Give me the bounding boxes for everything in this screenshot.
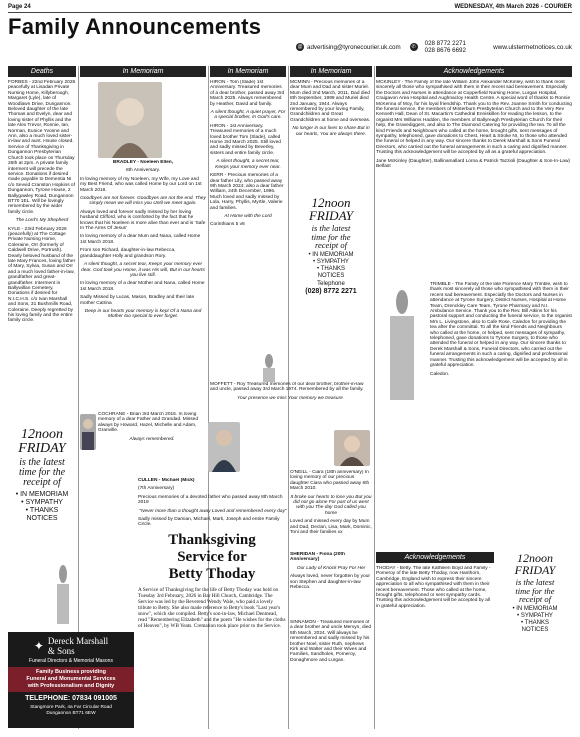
ad-address-1: Stangmore Park, 4a Far Circular Road (30, 705, 112, 710)
column-divider (78, 66, 79, 729)
section-header-in-memoriam-1: In Memoriam (80, 66, 206, 77)
notice-mcminn-verse: No longer in our lives to share But in our hearts, You are always there. (292, 126, 370, 137)
acknowledgements-column (376, 80, 572, 280)
contact-info (296, 40, 466, 54)
notice-hiron-2: HIRON - 1st Anniversary. Treasured memories of a much loved brother Tom (Slade), called Home 3rd March 2025. Still loved and sadly missed by Beverley, sisters and entire family circle. (210, 123, 281, 156)
notice-forbes-verse: The Lord's My Shepherd (15, 218, 69, 224)
notice-thoday-block (376, 566, 494, 730)
issue-date: WEDNESDAY, 4th March 2026 - COURIER (454, 4, 572, 10)
notice-cullen-block (138, 478, 288, 530)
phone-1: 028 8772 2271 (424, 40, 466, 47)
bradley-from: From son Richard, daughter-in-law Rebecca, granddaughter Holly and grandson Rory. (80, 248, 176, 259)
bradley-verse: Goodbyes are not forever. Goodbyes are not the end. They simply mean we will miss you Until we meet again. (80, 196, 206, 207)
ad-band-2: Funeral and Monumental Services (26, 676, 116, 682)
cullen-text: Precious memories of a devoted father who passed away 8th March 2019 (138, 494, 283, 506)
notice-sinnamon: SINNAMON - Treasured memories of a dear brother and uncle Mervyn, died 5th March, 2024. Will always be remembered and sadly missed by his brother Noel, sister Ruth, nephews Kirk and Walter and their Wives and Families, Sandholes, Pomeroy, Donaghmore and Lurgan. (290, 620, 372, 663)
ad-subtitle: Funeral Directors & Memorial Masons (29, 658, 113, 664)
ad-line: receipt of (518, 594, 552, 604)
notice-mcminn: MCMINN - Precious memories of a dear Mum and Dad and sister Muriel. Mum died 2nd March, 2011, Dad died 8th September, 1999 and Muriel died 2nd January, 1944. Always remembered by your loving Family, Grandchildren and Great Grandchildren at home and overseas. (290, 80, 371, 123)
website-link[interactable]: www.ulstermetnotices.co.uk (493, 44, 572, 51)
ad-item: • IN MEMORIAM (308, 251, 354, 258)
dove-icon: ✦ (33, 639, 44, 653)
section-header-acknowledgements: Acknowledgements (376, 66, 572, 77)
thanksgiving-body: A Service of Thanksgiving for the life of Betty Thoday was held on Tuesday 3rd February, 2026 in Bar Hill Church, Cambridge. The Service was led by the Reverend Wendy Wale, who paid a lovely tribute to Betty. She also made reference to Betty's book "Last year's snow", which she compiled. Betty's son-in-law, Michael Denmead, read "Remembering Elizabeth" and the poem "He wishes for the cloths of Heaven", by WB Yeats. Cremation took place prior to the Service. (138, 587, 286, 629)
notice-kerr-verse: At Home with the Lord (224, 213, 272, 219)
ad-band-3: with Professionalism and Dignity (27, 683, 115, 689)
cullen-anniversary: (7th Anniversary) (138, 486, 175, 492)
bradley-anniversary: 8th Anniversary. (125, 168, 161, 174)
notice-hiron-1: HIRON - Tom (Slade) 1st Anniversary. Treasured memories of a dear brother, passed away 3rd March 2025. Always remembered by Heather, David and family. (210, 80, 285, 107)
bradley-verse-3: Deep in our hearts your memory is kept Of a Nana and Mother too special to ever forget. (84, 308, 202, 320)
ad-item: • THANKS (25, 507, 59, 514)
ad-line: receipt of (23, 477, 61, 488)
ad-item: NOTICES (317, 272, 345, 279)
ad-time: 12noon (21, 427, 63, 442)
notice-kyle: KYLE - 23rd February 2026 (peacefully) at The Cottage Private Nursing Home, Coleraine, Orr (formerly of Caldwell Drive, Portrush). Dearly beloved husband of the late Mary Frances, loving father of Mary, Sylvia, Susan and Orr and a much loved father-in-law, grandfather and great-grandfather. Interment in Ballywillan Cemetery. Donations if desired for N.I.C.H.S. c/o Ivan Marshall and Sons, 31 Bushmills Road, Coleraine. Deeply regretted by his loving family and the entire family circle. (8, 226, 76, 324)
notice-sinnamon-block (290, 620, 372, 730)
ad-item: • THANKS (521, 619, 549, 626)
bradley-verse-2: A silent thought, a secret tear, Keeps your memory ever dear. God took you Home, it was His will, But in our hearts you live still. (81, 262, 205, 278)
cochrane-photo (80, 414, 96, 450)
ad-telephone: TELEPHONE: 07834 091005 (25, 695, 117, 702)
bradley-mother: In loving memory of a dear Mother and Nana, called Home 1st March 2018. (80, 281, 205, 292)
bradley-name: BRADLEY - Noeleen Ellen, (112, 160, 174, 165)
notice-sheridan-by: Always loved, never forgotten by your son Stephen and daughter-in-law Rebecca. (290, 574, 370, 591)
ad-item: • SYMPATHY (21, 499, 63, 506)
ad-day: FRIDAY (308, 208, 354, 223)
ad-day: FRIDAY (514, 563, 556, 577)
funeral-director-ad (8, 632, 134, 728)
column-divider (374, 66, 375, 729)
ad-day: FRIDAY (18, 441, 66, 456)
ad-item: • IN MEMORIAM (15, 491, 69, 498)
notice-oneill-by: Loved and missed every day by Mum and Dad, Declan, Lisa, Mark, Dominic, Toni and their families xx (290, 519, 372, 536)
section-header-in-memoriam-2: In Memoriam (210, 66, 286, 77)
notice-cochrane: COCHRANE - Brian 3rd March 2016. In loving memory of a dear Father and Grandad. Missed always by Howard, Hazel, Michelle and Adam, Granville. (98, 412, 198, 434)
ad-line: time for the (18, 467, 66, 478)
ad-line: receipt of (314, 240, 348, 250)
ad-item: • THANKS (317, 265, 345, 272)
bradley-text-2: Always loved and forever sadly missed by her loving husband Clifford, who is comforted by the fact that he knows that his Noeleen is more alive than ever and is 'Safe In The Arms Of Jesus' (80, 209, 206, 232)
deaths-column (8, 80, 76, 420)
ad-band-1: Family Business providing (36, 669, 106, 675)
ad-line: time for the (515, 585, 555, 596)
notice-trimble-block (430, 282, 572, 478)
thanksgiving-notice (138, 532, 286, 629)
notice-moffett-block (210, 382, 370, 426)
notice-mckinley-by: Jane McKinley (Daughter), Ballinamallard Lorna & Patrick Tazzioli (Daughter & Son-In-Law) Belfast (376, 158, 571, 170)
notice-hiron-2-verse: A silent thought, a secret tear, Keeps your memory ever near. (215, 159, 281, 170)
ad-item: • SYMPATHY (517, 612, 553, 619)
bradley-mum: In loving memory of a dear Mum and Nana, called Home 1st March 2018. (80, 234, 201, 245)
thanksgiving-title-1: Thanksgiving (168, 532, 256, 548)
candle-image (48, 560, 78, 624)
ad-item: • SYMPATHY (313, 258, 349, 265)
phone-icon: ✆ (411, 44, 416, 50)
thanksgiving-title-2: Service for (177, 549, 247, 565)
oneill-photo (334, 430, 370, 466)
notice-kerr: KERR - Precious memories of a dear father Lily, who passed away 9th March 2024; also a dear father William, 24th December, 1996. Much loved and sadly missed by Lola, Harry, Phyllis, Myrtle, Valerie and families. (210, 173, 284, 211)
ad-tel-label: Telephone (317, 280, 345, 287)
ad-time: 12noon (517, 551, 553, 565)
ad-line: time for the (311, 231, 351, 242)
ad-address-2: Dungannon BT71 6EW (46, 711, 96, 716)
email-icon: @ (297, 44, 303, 50)
cullen-verse: "Never more than a thought away Loved and remembered every day" (139, 508, 287, 514)
bradley-photo (98, 82, 162, 158)
notice-oneill-verse: It broke our hearts to lose you But you did not go alone For part of us went with you The day God called you home (290, 494, 372, 516)
phone-2: 028 8676 6692 (424, 47, 466, 54)
ad-company-name: Dereck Marshall (47, 636, 109, 646)
notice-sheridan-verse: Our Lady of Knock Pray For Her (296, 565, 366, 571)
notice-cochrane-block (98, 412, 206, 464)
notice-oneill-block (290, 470, 372, 550)
notice-thoday: THODAY - Betty. The late Kathleen Boyd and Family - Pomeroy of the late Betty Thoday, now Hanthorn, Cambridge, England wish to express their sincere appreciation to all who sympathised with them in their recent bereavement. Those who called at the home, brought gifts, telephoned or sent sympathy cards. Trusting this acknowledgement will be accepted by all in grateful appreciation. (376, 566, 491, 609)
cullen-name: CULLEN - Michael (Mick) (138, 478, 195, 483)
in-memoriam-column-3 (290, 80, 372, 186)
notice-trimble: TRIMBLE - The Family of the late Florence Mary Trimble, wish to thank most sincerely all those who sympathised with them in their recent sad bereavement. Especially the Doctors and Nurses in attendance at Tyrone Surgery, District Nurses, Hospital at Home Team, Drenckley Care Team, Tyrone Pharmacy and N.I. Ambulance Service. Thank you to the Rev. Bill Atkins for his pastoral support and conducting the funeral service, to the organist Mrs L. Livingstone, also to Cafe Rose, Caledon for providing the tea after the committal. To all the kind Friends and Neighbours who called at the home, or helped, sent messages of sympathy, telephoned, gave donations to Tyrone Surgery, to those who attended the funeral or helped in any way. Our sincere thanks to Derek Marshall & Sons, Funeral Directors, who carried out the funeral arrangements in such a caring, dignified and professional manner. Trusting this acknowledgement will be accepted by all in grateful appreciation. (430, 282, 572, 369)
notice-kerr-ref: Corinthians 5 v8 (210, 222, 245, 228)
section-header-acknowledgements-2: Acknowledgements (376, 552, 494, 563)
bradley-text: In loving memory of my Noeleen, my Wife, my Love and my Best Friend, who was called Home by our Lord on 1st March 2018. (80, 176, 202, 193)
ad-item: NOTICES (521, 626, 549, 633)
page-header (8, 4, 572, 12)
section-header-in-memoriam-3: In Memoriam (290, 66, 372, 77)
section-header-deaths: Deaths (8, 66, 76, 77)
in-memoriam-column-1 (80, 160, 206, 412)
cullen-by: Sadly missed by Damian, Michael, Mark, Joseph and entire Family Circle. (138, 517, 280, 528)
ad-item: NOTICES (26, 515, 58, 522)
ad-line: is the latest (311, 223, 351, 233)
phone-numbers (425, 40, 466, 54)
ad-line: is the latest (19, 457, 65, 468)
notice-mckinley: MCKINLEY - The Family of the late William John Alexander McKinley, wish to thank most sincerely all those who sympathised with them in their recent sad bereavement. Especially the Doctors and Nurses in attendance at Copperfield Nursing Home, Lurgan Hospital, Craigavon Area Hospital and Aughnacloy Health Centre. A special word of thanks to Ronnie McKenna of Moy, for his loyal friendship. Thank you to the Rev. Joanne Smith for conducting the funeral service, the members of Minterburn Presbyterian Church and to the Very Rev Kenneth Hall, Dean of St. Macartin's Cathedral Enniskillen for reading the lesson, to the organist Mrs Williams Hadden, the members of Ballyreagh Presbyterian Church for their help, the Gravediggers, and also to The Diamond Catering for providing the tea. To all the kind Friends and Neighbours who called at the home, brought gifts, sent messages of sympathy, telephoned, gave donations to Chest, Heart & Stroke NI, to those who attended the funeral or helped in any way. Our sincere thanks to Derek Marshall & Sons Funeral Directors, who carried out the funeral arrangements in such a caring and dignified manner. Trusting this acknowledgement will be accepted by all as a grateful appreciation. (376, 80, 572, 156)
deadline-notice-ad-3 (498, 552, 572, 730)
ad-line: is the latest (515, 577, 555, 587)
ad-telephone: (028) 8772 2271 (305, 287, 357, 295)
page-number: Page 24 (8, 4, 31, 10)
email-link[interactable]: advertising@tyronecourier.uk.com (307, 43, 401, 51)
notice-cochrane-verse: Always remembered. (129, 436, 175, 442)
notice-sheridan-block (290, 552, 372, 618)
ad-item: • IN MEMORIAM (512, 605, 558, 612)
notice-forbes: FORBES - 22nd February 2026 peacefully at Lisadan Private Nursing Home, Killyberough, Margaret (Lyle), late of Woodlawn Drive, Dungannon. Beloved daughter of the late Thomas and Evelyn, dear and loving sister of Phyllis and the late Alex Trevor, Ronnie, Ian, Norman, Eunice Yvonne and Ann, also a much loved sister-in-law and aunt. House closed. Service of Thanksgiving in Dungannon Presbyterian Church took place on Thursday 26th at 2pm. A private family interment will precede the service. Donations if desired made payable to Dementia NI c/o Sevvid Cranston Hopkins of Dungannon, Tyrone House, 2 Ballygawley Road, Dungannon BT70 1EL. Will be lovingly remembered by the wider family circle. (8, 80, 76, 215)
ad-company-name-2: & Sons (47, 646, 75, 656)
page-title: Family Announcements (8, 14, 262, 39)
notice-moffett-verse: Your presence we miss Your memory we treasure (237, 395, 343, 401)
thanksgiving-title-3: Betty Thoday (168, 566, 256, 582)
in-memoriam-column-2 (210, 80, 286, 380)
header-rule (8, 12, 572, 13)
candle-image (252, 352, 286, 382)
ad-time: 12noon (311, 195, 351, 210)
cullen-photo (208, 422, 240, 472)
candle-image (376, 282, 428, 400)
column-divider (208, 66, 209, 729)
bradley-sadly: Sadly Missed by Lucas, Mason, Bradley and their late mother Catrina (80, 295, 195, 306)
notice-hiron-1-verse: A silent thought, A quiet prayer, For a special brother, In God's care. (210, 110, 286, 121)
notice-moffett: MOFFETT - Roy Treasured memories of our dear brother, brother-in-law and uncle, passed away 3rd March 1974. Remembered by all the family. (210, 382, 364, 393)
deadline-notice-ad-2 (290, 196, 372, 346)
notice-sheridan: SHERIDAN - Fiona (20th Anniversary) (290, 552, 345, 563)
notice-oneill: O'NEILL - Ciara (18th anniversary) In loving memory of our precious daughter Ciara who passed away 6th March 2010. (290, 470, 370, 492)
notice-trimble-place: Caledon. (430, 371, 450, 377)
